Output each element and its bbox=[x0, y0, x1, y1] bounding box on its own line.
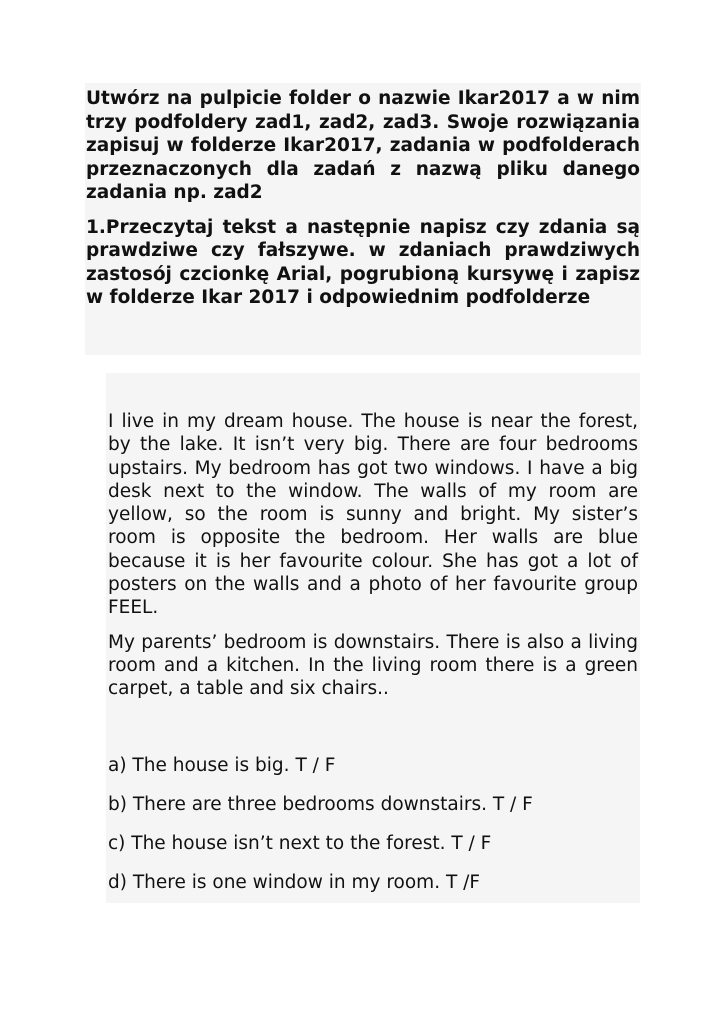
reading-block bbox=[106, 373, 640, 903]
reading-paragraph-2: My parents’ bedroom is downstairs. There is also a living room and a kitchen. In the living room there is a green carpet, a table and six chairs.. bbox=[108, 631, 638, 700]
question-a: a) The house is big. T / F bbox=[108, 754, 336, 776]
question-c: c) The house isn’t next to the forest. T / F bbox=[108, 832, 492, 854]
question-d: d) There is one window in my room. T /F bbox=[108, 871, 481, 893]
true-false-questions bbox=[108, 754, 638, 910]
reading-paragraph-1: I live in my dream house. The house is near the forest, by the lake. It isn’t very big. There are four bedrooms upstairs. My bedroom has got two windows. I have a big desk next to the window. The walls of my room are yellow, so the room is sunny and bright. My sister’s room is opposite the bedroom. Her walls are blue because it is her favourite colour. She has got a lot of posters on the walls and a photo of her favourite group FEEL. bbox=[108, 411, 638, 619]
instructions-intro: Utwórz na pulpicie folder o nazwie Ikar2017 a w nim trzy podfoldery zad1, zad2, zad3. Swoje rozwiązania zapisuj w folderze Ikar2017, zadania w podfolderach przeznaczonych dla zadań z nazwą pliku danego zadania np. zad2 bbox=[86, 88, 640, 203]
task-1-instructions: 1.Przeczytaj tekst a następnie napisz czy zdania są prawdziwe czy fałszywe. w zdaniach prawdziwych zastosój czcionkę Arial, pogrubioną kursywę i zapisz w folderze Ikar 2017 i odpowiednim podfolderze bbox=[86, 216, 640, 308]
instructions-block bbox=[85, 83, 641, 355]
question-b: b) There are three bedrooms downstairs. T / F bbox=[108, 793, 533, 815]
